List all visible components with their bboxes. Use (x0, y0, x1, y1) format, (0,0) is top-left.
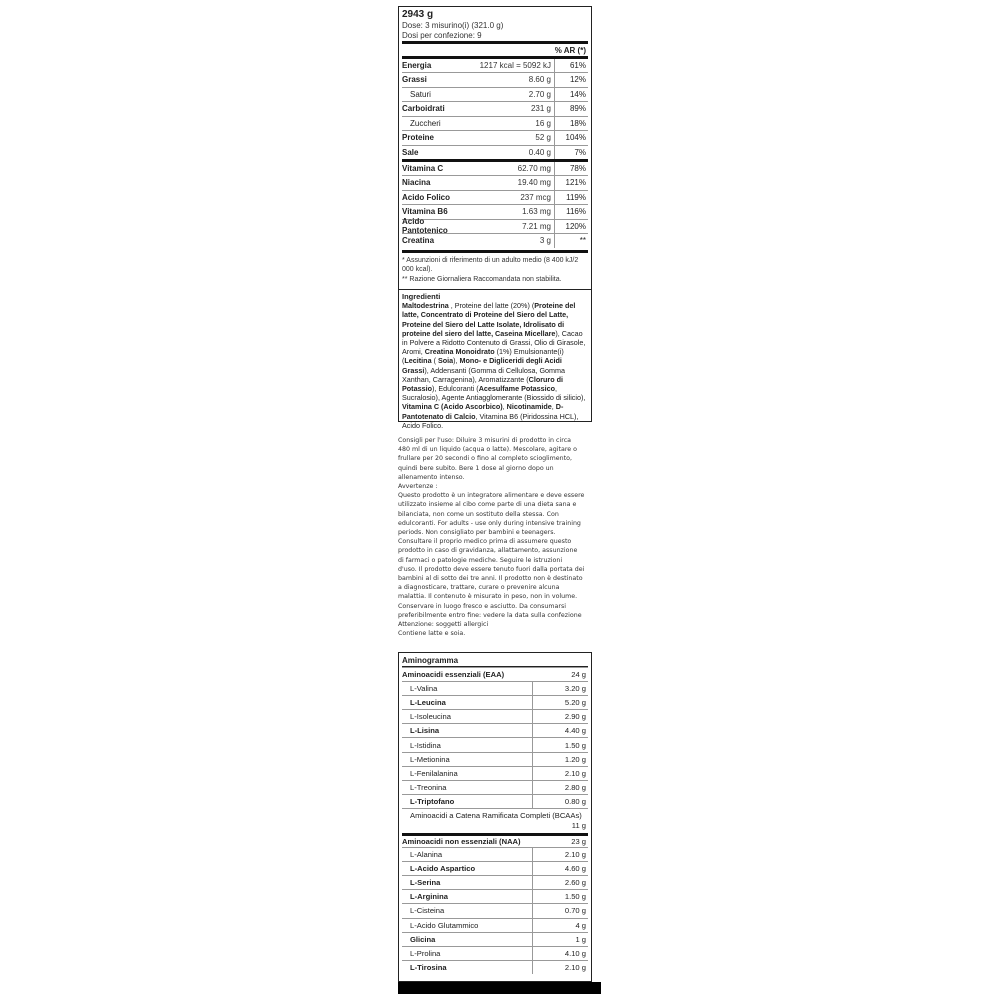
divider (402, 41, 588, 44)
nutrient-percent: 78% (554, 162, 588, 175)
eaa-total: 24 g (571, 670, 586, 680)
amino-name: L-Acido Aspartico (410, 864, 476, 874)
nutrient-percent: 18% (554, 117, 588, 131)
ingredient-highlight: Vitamina C (Acido Ascorbico) (402, 402, 503, 412)
amino-name: L-Lisina (410, 726, 440, 736)
usage-line: allenamento intenso. (398, 473, 465, 481)
usage-line: utilizzato insieme al cibo come parte di una dieta sana e (398, 501, 577, 509)
usage-line: prodotto in caso di gravidanza, allattamento, assunzione (398, 547, 578, 555)
nutrient-value: 237 mcg (520, 192, 551, 202)
usage-line: Questo prodotto è un integratore alimentare e deve essere (398, 492, 585, 500)
usage-line: quindi bere subito. Bere 1 dose al giorno dopo un (398, 464, 554, 472)
nutrient-name: Vitamina C (402, 164, 444, 173)
eaa-label: Aminoacidi essenziali (EAA) (402, 670, 505, 680)
amino-name: L-Valina (410, 684, 438, 694)
amino-row (402, 847, 588, 861)
ingredient-text: ), (453, 356, 460, 366)
amino-row (402, 780, 588, 794)
amino-name: L-Fenilalanina (410, 768, 458, 778)
doses-per-pack: Dosi per confezione: 9 (402, 31, 482, 40)
amino-value: 1.20 g (532, 753, 588, 766)
nutrient-percent: 120% (554, 220, 588, 234)
nutrition-row (402, 145, 588, 160)
amino-name: L-Istidina (410, 740, 441, 750)
usage-line: periods. Non consigliato per bambini e teenagers. (398, 529, 556, 537)
ingredients-box (398, 290, 592, 430)
eaa-list (402, 681, 588, 808)
nutrient-value: 0.40 g (528, 147, 551, 157)
amino-name: L-Alanina (410, 850, 443, 860)
usage-line: a diagnosticare, trattare, curare o prevenire alcuna (398, 584, 560, 592)
amino-value: 2.90 g (532, 710, 588, 723)
amino-row (402, 794, 588, 808)
nutrition-row (402, 101, 588, 116)
amino-value: 2.10 g (532, 961, 588, 974)
ingredient-text: , Vitamina B6 (Piridossina HCL), Acido Folico. (402, 411, 579, 430)
amino-value: 0.70 g (532, 904, 588, 917)
amino-row (402, 918, 588, 932)
amino-value: 5.20 g (532, 696, 588, 709)
ingredient-text: ( (431, 356, 438, 366)
nutrient-name: Proteine (402, 133, 435, 143)
amino-row (402, 960, 588, 974)
amino-value: 2.10 g (532, 767, 588, 780)
nutrient-name: Sale (402, 147, 419, 157)
amino-value: 1.50 g (532, 890, 588, 903)
footnote-rda: ** Razione Giornaliera Raccomandata non stabilita. (402, 275, 562, 283)
ingredient-highlight: Nicotinamide (506, 402, 552, 412)
net-weight: 2943 g (402, 9, 434, 20)
amino-row (402, 695, 588, 709)
ingredient-highlight: Soia (437, 356, 454, 366)
nutrition-facts-box (398, 6, 592, 290)
amino-value: 4.10 g (532, 947, 588, 960)
ingredient-text: ), Cacao in Polvere a Ridotto Contenuto di Grassi, Olio di Girasole, Aromi, (402, 328, 586, 357)
nutrition-row (402, 87, 588, 102)
nutrient-value: 1217 kcal = 5092 kJ (479, 61, 551, 70)
amino-value: 4.60 g (532, 862, 588, 875)
nutrient-percent: 89% (554, 102, 588, 116)
naa-label: Aminoacidi non essenziali (NAA) (402, 836, 521, 846)
amino-name: L-Cisteina (410, 906, 445, 916)
amino-name: L-Leucina (410, 698, 446, 708)
nutrient-name: Acido Pantotenico (402, 217, 448, 236)
nutrient-value: 8.60 g (528, 75, 551, 85)
amino-row (402, 709, 588, 723)
usage-line: Avvertenze : (398, 483, 438, 491)
nutrient-value: 52 g (535, 133, 551, 143)
usage-instructions (398, 436, 598, 638)
usage-line: di farmaci o patologie mediche. Seguire le istruzioni (398, 556, 563, 564)
bcaa-value: 11 g (571, 820, 586, 830)
amino-value: 4 g (532, 919, 588, 932)
bcaa-row (402, 808, 588, 833)
amino-row (402, 932, 588, 946)
ingredient-highlight: Maltodestrina (402, 301, 449, 311)
ingredients-title: Ingredienti (402, 292, 441, 301)
amino-row (402, 737, 588, 751)
nutrient-percent: 119% (554, 191, 588, 205)
ingredient-highlight: Cloruro di Potassio (402, 374, 563, 394)
bottom-bar (398, 982, 601, 994)
nutrient-value: 7.21 mg (522, 221, 551, 231)
nutrient-name: Niacina (402, 178, 431, 188)
nutrition-row (402, 130, 588, 145)
amino-name: L-Acido Glutammico (410, 920, 479, 930)
naa-total: 23 g (571, 836, 586, 846)
nutrient-value: 1.63 mg (522, 207, 551, 217)
amino-row (402, 889, 588, 903)
nutrient-percent: 116% (554, 205, 588, 219)
nutrition-row (402, 72, 588, 87)
nutrient-name: Acido Folico (402, 192, 450, 202)
bcaa-label: Aminoacidi a Catena Ramificata Completi (BCAAs) (410, 810, 582, 820)
aminogram-title: Aminogramma (402, 655, 588, 667)
amino-name: L-Metionina (410, 754, 450, 764)
nutrition-row (402, 175, 588, 190)
nutrient-value: 16 g (535, 118, 551, 128)
ingredient-text: , Proteine del latte (20%) ( (448, 301, 535, 311)
nutrient-name: Carboidrati (402, 104, 445, 114)
usage-line: bambini al di sotto dei tre anni. Il prodotto non è destinato (398, 575, 583, 583)
amino-name: L-Triptofano (410, 796, 455, 806)
amino-value: 4.40 g (532, 724, 588, 737)
usage-line: Attenzione: soggetti allergici (398, 621, 489, 629)
amino-row (402, 723, 588, 737)
nutrient-value: 19.40 mg (517, 178, 551, 188)
ingredient-highlight: Lecitina (404, 356, 432, 366)
ingredient-text: ), Addensanti (Gomma di Cellulosa, Gomma Xanthan, Carragenina), Aromatizzante ( (402, 365, 566, 384)
nutrient-name: Creatina (402, 236, 435, 246)
usage-line: d'uso. Il prodotto deve essere tenuto fuori dalla portata dei (398, 565, 585, 573)
ingredient-text: , Sucralosio), Agente Antiagglomerante (Biossido di silicio), (402, 384, 586, 403)
amino-value: 0.80 g (532, 795, 588, 808)
nutrient-value: 231 g (530, 104, 551, 114)
nutrition-footnotes (402, 250, 588, 285)
ingredients-text (402, 301, 588, 430)
nutrient-percent: 121% (554, 176, 588, 190)
amino-name: L-Arginina (410, 892, 448, 902)
nutrient-name: Vitamina B6 (402, 207, 448, 217)
usage-line: Contiene latte e soia. (398, 630, 466, 638)
usage-line: edulcoranti. For adults - use only during intensive training (398, 519, 581, 527)
naa-list (402, 847, 588, 974)
usage-line: 480 ml di un liquido (acqua o latte). Mescolare, agitare o (398, 446, 578, 454)
nutrient-name: Energia (402, 61, 432, 70)
nutrient-name: Grassi (402, 75, 427, 85)
ar-column-header: % AR (*) (554, 46, 586, 55)
amino-name: L-Isoleucina (410, 712, 451, 722)
amino-row (402, 681, 588, 695)
amino-row (402, 875, 588, 889)
nutrition-row (402, 219, 588, 234)
ingredient-text: ), Edulcoranti ( (431, 384, 479, 394)
nutrient-name: Saturi (410, 89, 431, 99)
nutrient-value: 62.70 mg (517, 164, 551, 173)
nutrition-row (402, 159, 588, 175)
nutrient-value: 2.70 g (528, 89, 551, 99)
ingredient-text: , (551, 402, 556, 412)
usage-line: bilanciata, non come un sostituto della stessa. Con (398, 510, 559, 518)
aminogram-box (398, 652, 592, 982)
amino-name: L-Tirosina (410, 962, 447, 972)
amino-value: 2.80 g (532, 781, 588, 794)
usage-line: malattia. Il contenuto è misurato in peso, non in volume. (398, 593, 578, 601)
amino-value: 3.20 g (532, 682, 588, 695)
nutrient-percent: 7% (554, 146, 588, 160)
ingredient-text: , (502, 402, 507, 412)
nutrient-percent: 61% (554, 59, 588, 72)
amino-value: 1 g (532, 933, 588, 946)
ingredient-highlight: Proteine del latte, Concentrato di Proteine del Siero del Latte, Proteine del Siero del Latte Isolate, Idrolisato di proteine del siero del latte, Caseina Micellare (402, 301, 576, 338)
nutrient-name: Zuccheri (410, 118, 441, 128)
amino-row (402, 766, 588, 780)
amino-value: 2.10 g (532, 848, 588, 861)
ingredient-highlight: D-Pantotenato di Calcio (402, 402, 564, 421)
amino-name: L-Serina (410, 878, 441, 888)
ingredient-highlight: Acesulfame Potassico (478, 384, 556, 394)
nutrient-percent: ** (554, 234, 588, 248)
naa-header-row (402, 833, 588, 847)
nutrient-percent: 12% (554, 73, 588, 87)
footnote-reference-intake: * Assunzioni di riferimento di un adulto medio (8 400 kJ/2 000 kcal). (402, 256, 579, 273)
usage-line: Conservare in luogo fresco e asciutto. Da consumarsi (398, 602, 567, 610)
nutrition-table (402, 56, 588, 248)
usage-line: frullare per 20 secondi o fino al completo scioglimento, (398, 455, 572, 463)
ingredient-highlight: Creatina Monoidrato (424, 347, 495, 357)
usage-line: Consigli per l'uso: Diluire 3 misurini di prodotto in circa (398, 437, 572, 444)
amino-row (402, 752, 588, 766)
amino-row (402, 946, 588, 960)
nutrition-row (402, 56, 588, 72)
serving-dose: Dose: 3 misurino(i) (321.0 g) (402, 21, 504, 30)
ingredient-text: (1%) Emulsionante(i) ( (402, 347, 564, 366)
amino-value: 1.50 g (532, 738, 588, 751)
amino-row (402, 861, 588, 875)
nutrient-percent: 104% (554, 131, 588, 145)
amino-value: 2.60 g (532, 876, 588, 889)
usage-line: Consultare il proprio medico prima di assumere questo (398, 538, 572, 546)
amino-name: Glicina (410, 934, 436, 944)
amino-row (402, 903, 588, 917)
amino-name: L-Treonina (410, 782, 447, 792)
amino-name: L-Prolina (410, 948, 441, 958)
nutrition-row (402, 190, 588, 205)
nutrition-row (402, 116, 588, 131)
ingredient-highlight: Mono- e Digliceridi degli Acidi Grassi (402, 356, 562, 375)
usage-line: preferibilmente entro fine: vedere la data sulla confezione (398, 611, 582, 619)
nutrient-value: 3 g (539, 236, 551, 246)
eaa-header-row (402, 667, 588, 681)
nutrient-percent: 14% (554, 88, 588, 102)
